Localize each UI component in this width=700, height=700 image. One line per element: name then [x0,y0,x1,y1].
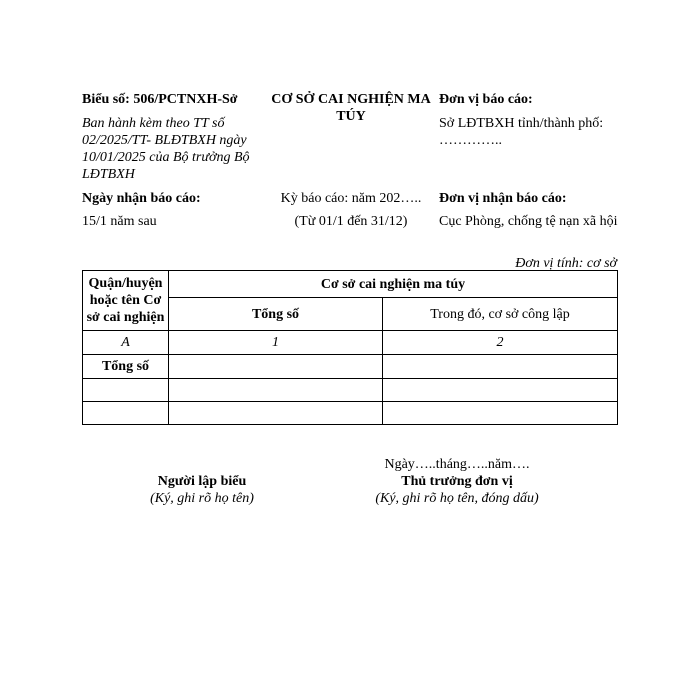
table-header-row [83,271,618,298]
col-total-header: Tổng số [169,298,383,331]
table-cell [169,402,383,425]
table-cell [383,379,618,402]
receiving-unit-value: Cục Phòng, chống tệ nạn xã hội [439,214,618,229]
table-row [83,402,618,425]
table-cell [83,379,169,402]
report-title: CƠ SỞ CAI NGHIỆN MA TÚY [271,92,431,124]
form-number: Biểu số: 506/PCTNXH-Sở [82,92,238,107]
table-cell [83,402,169,425]
group-header: Cơ sở cai nghiện ma túy [169,271,618,298]
table-row [83,379,618,402]
reporting-unit-value: Sở LĐTBXH tỉnh/thành phố: ………….. [439,116,604,148]
report-period-range: (Từ 01/1 đến 31/12) [294,214,408,229]
report-period: Kỳ báo cáo: năm 202….. [280,191,422,206]
data-table [82,270,618,425]
unit-note: Đơn vị tính: cơ sở [515,256,617,271]
preparer-note: (Ký, ghi rõ họ tên) [150,491,254,506]
code-cell: A [83,331,169,355]
receiving-unit-label: Đơn vị nhận báo cáo: [439,191,567,206]
table-cell [169,355,383,379]
col-public-header: Trong đó, cơ sở công lập [383,298,618,331]
receive-date-label: Ngày nhận báo cáo: [82,191,201,206]
code-cell: 1 [169,331,383,355]
reporting-unit-label: Đơn vị báo cáo: [439,92,533,107]
table-total-row [83,355,618,379]
total-row-label: Tổng số [83,355,169,379]
issued-note: Ban hành kèm theo TT số 02/2025/TT- BLĐTBXH ngày 10/01/2025 của Bộ trưởng Bộ LĐTBXH [82,116,250,182]
sign-date-line: Ngày…..tháng…..năm…. [384,457,530,472]
code-cell: 2 [383,331,618,355]
col-district-header: Quận/huyện hoặc tên Cơ sở cai nghiện [83,271,169,331]
receive-date-value: 15/1 năm sau [82,214,157,229]
table-cell [383,402,618,425]
head-title: Thủ trưởng đơn vị [401,474,513,489]
table-code-row [83,331,618,355]
table-cell [383,355,618,379]
preparer-title: Người lập biểu [157,474,247,489]
table-cell [169,379,383,402]
head-note: (Ký, ghi rõ họ tên, đóng dấu) [375,491,539,506]
